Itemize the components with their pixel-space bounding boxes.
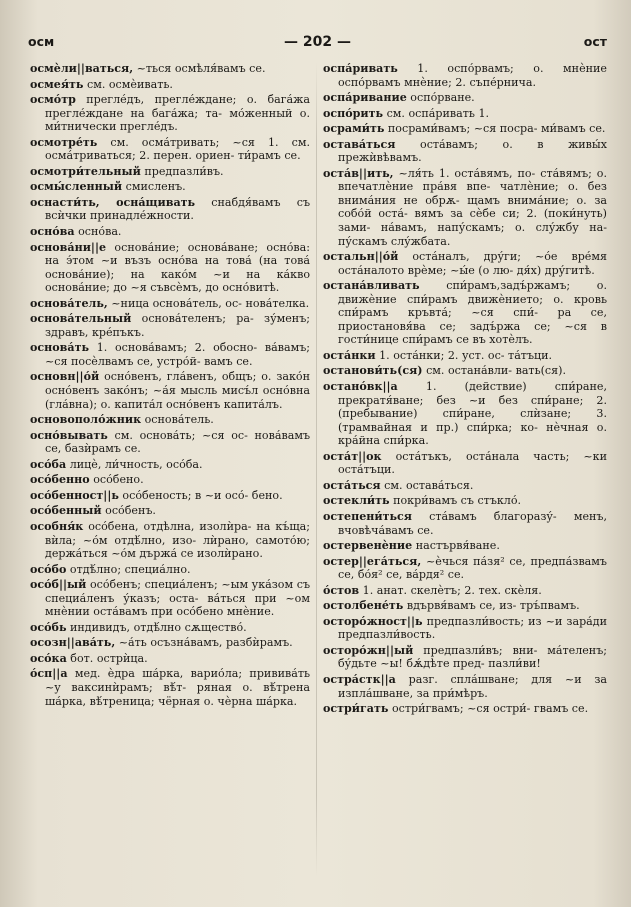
entry-definition: осо́бенъ; специа́ленъ; ~ым ука́зом съ специа́ленъ у́казъ; оста- ва́ться при ~ом мнѐнии оста́вамъ при осо́бено мнѐние. xyxy=(44,578,310,619)
dictionary-entry xyxy=(323,673,607,700)
entry-headword: осмотри́тельный xyxy=(30,164,141,178)
entry-definition: 1. (действие) спи́ране, прекратя́ване; без ~и без спи́ране; 2. (пребывание) спи́ране, слѝзане; 3. (трамвайная и пр.) спи́рка; ко- нѐчная о. кра́йна спи́рка. xyxy=(337,380,608,448)
entry-headword: оста́ться xyxy=(323,478,381,492)
entry-definition: оста́налъ, дру́ги; ~о́е вре́мя оста́налото врѐме; ~ы́е (о лю- дя́х) дру́гит͏ѣ. xyxy=(337,250,607,277)
dictionary-entry xyxy=(323,349,607,363)
entry-definition: отдѣ́лно; специа́лно. xyxy=(69,562,191,576)
entry-headword: основа́ни||е xyxy=(30,240,107,254)
header-right-guide-word: ост xyxy=(583,34,607,49)
entry-headword: о́сп||а xyxy=(30,667,68,681)
dictionary-entry xyxy=(323,510,607,537)
entry-headword: осторо́жн||ый xyxy=(323,643,414,657)
dictionary-entry xyxy=(323,450,607,477)
dictionary-entry xyxy=(30,520,310,561)
entry-headword: остри́гать xyxy=(323,702,389,716)
entry-headword: осторо́жност||ь xyxy=(323,614,423,628)
entry-definition: см. остана́вли- вать(ся). xyxy=(426,364,567,378)
dictionary-entry xyxy=(323,584,607,598)
dictionary-entry xyxy=(323,380,607,448)
dictionary-entry xyxy=(30,667,310,708)
entry-definition: см. остава́ться. xyxy=(384,478,474,492)
dictionary-entry xyxy=(323,599,607,613)
dictionary-entry xyxy=(30,413,310,427)
dictionary-entry xyxy=(323,122,607,136)
dictionary-entry xyxy=(30,621,310,635)
entry-definition: лицѐ, ли́чность, осо́ба. xyxy=(69,457,203,471)
entry-headword: остальн||о́й xyxy=(323,250,399,264)
entry-headword: оста́в||ить, xyxy=(323,166,394,180)
entry-definition: основа́ние; основа́ване; осно́ва: на э́том ~и възъ осно́ва на това́ (на това́ основа́ние); на како́м ~и на ка́кво основа́ние; до ~я съвсѐмъ, до осно́вит͏ѣ. xyxy=(44,240,310,295)
dictionary-entry xyxy=(30,458,310,472)
dictionary-entry xyxy=(323,539,607,553)
entry-definition: осо́бенъ. xyxy=(105,504,156,518)
page-number: — 202 — xyxy=(284,34,351,50)
entry-definition: предпазли́вость; из ~и зара́ди предпазли́вость. xyxy=(337,614,608,642)
entry-headword: осно́ва xyxy=(30,225,75,239)
entry-headword: осо́б||ый xyxy=(30,578,87,592)
dictionary-entry xyxy=(30,312,310,339)
entry-headword: осмотре́ть xyxy=(30,135,98,149)
entry-definition: ~а́ть осъзна́вамъ, разбѝрамъ. xyxy=(118,636,293,650)
dictionary-entry xyxy=(30,652,310,666)
dictionary-entry xyxy=(323,250,607,277)
entry-headword: осно́вывать xyxy=(30,428,108,442)
dictionary-entry xyxy=(30,636,310,650)
dictionary-entry xyxy=(30,563,310,577)
dictionary-entry xyxy=(30,341,310,368)
dictionary-entry xyxy=(323,555,607,582)
entry-definition: спи́рамъ,задъ́ржамъ; о. движѐние спи́рамъ движѐнието; о. кровь спи́рамъ кръвта́; ~ся спи́- ра се, приостановя́ва се; задъ́ржа се; ~ся в гости́нице спи́рамъ се въ хотѐлъ. xyxy=(337,279,607,347)
entry-headword: остервенѐние xyxy=(323,539,413,553)
entry-definition: 1. основа́вамъ; 2. обосно- ва́вамъ; ~ся посѐлвамъ се, устро́й- вамъ се. xyxy=(44,341,310,368)
dictionary-entry xyxy=(323,479,607,493)
entry-headword: о́стов xyxy=(323,583,360,597)
entry-definition: смисленъ. xyxy=(125,180,186,194)
entry-definition: снабдя́вамъ съ всѝчки принадле́жности. xyxy=(44,195,311,223)
dictionary-entry xyxy=(30,578,310,619)
dictionary-entry xyxy=(30,93,310,134)
dictionary-entry xyxy=(30,504,310,518)
entry-headword: осмея́ть xyxy=(30,77,84,91)
entry-definition: мед. ѐдра ша́рка, варио́ла; привива́ть ~у ваксинѝрамъ; вѣ́т- ряная о. вѣ́трена ша́рка, вѣ́треница; чёрная о. чѐрна ша́рка. xyxy=(44,667,310,708)
entry-headword: основа́ть xyxy=(30,341,89,355)
entry-headword: останови́ть(ся) xyxy=(323,364,423,378)
entry-headword: остава́ться xyxy=(323,137,396,151)
entry-definition: 1. оста́нки; 2. уст. ос- та́тъци. xyxy=(379,348,553,362)
entry-headword: осо́бенно xyxy=(30,473,90,487)
entry-definition: оста́тъкъ, оста́нала часть; ~ки оста́тъци. xyxy=(337,449,607,477)
entry-definition: предпазли́въ; вни- ма́теленъ; бу́дьте ~ы! бѫ́дѣте пред- пазли́ви! xyxy=(337,643,607,671)
entry-definition: посрами́вамъ; ~ся посра- ми́вамъ се. xyxy=(387,122,606,136)
entry-headword: основа́тель, xyxy=(30,296,108,310)
dictionary-entry xyxy=(323,364,607,378)
dictionary-entry xyxy=(323,107,607,121)
entry-headword: оспа́ривание xyxy=(323,91,407,105)
entry-headword: осозн||ава́ть, xyxy=(30,636,116,650)
entry-headword: оспа́ривать xyxy=(323,62,398,75)
entry-headword: основн||о́й xyxy=(30,370,100,384)
entry-headword: особня́к xyxy=(30,519,84,533)
entry-headword: осо́бь xyxy=(30,620,67,634)
entry-headword: остана́вливать xyxy=(323,279,420,293)
entry-definition: осо́беность; в ~и осо́- бено. xyxy=(122,488,283,502)
entry-headword: осрами́ть xyxy=(323,122,385,136)
entry-definition: индивидъ, отдѣ́лно сѫщество́. xyxy=(70,620,247,634)
dictionary-entry xyxy=(30,78,310,92)
dictionary-entry xyxy=(30,473,310,487)
entry-definition: вдървя́вамъ се, из- тръ́пвамъ. xyxy=(406,599,580,613)
entry-headword: осо́ба xyxy=(30,457,67,471)
left-column xyxy=(30,62,310,710)
entry-definition: оста́вамъ; о. в живы́х прежѝвѣвамъ. xyxy=(337,137,608,165)
header-left-guide-word: осм xyxy=(28,34,55,49)
dictionary-entry xyxy=(323,494,607,508)
entry-headword: осо́бенност||ь xyxy=(30,488,119,502)
dictionary-entry xyxy=(30,62,310,76)
dictionary-entry xyxy=(30,297,310,311)
dictionary-entry xyxy=(323,138,607,165)
dictionary-entry xyxy=(323,644,607,671)
entry-headword: остепени́ться xyxy=(323,509,412,523)
entry-definition: ~ѐчься па́зя² се, предпа́звамъ се, бо́я² се, ва́рдя² се. xyxy=(337,554,607,582)
page-header xyxy=(28,34,607,54)
entry-headword: осмы́сленный xyxy=(30,180,123,194)
dictionary-entry xyxy=(30,370,310,411)
entry-definition: оспо́рване. xyxy=(410,91,475,105)
entry-headword: остра́стк||а xyxy=(323,672,396,686)
dictionary-entry xyxy=(30,196,310,223)
entry-definition: разг. спла́шване; для ~и за изпла́шване, за при́мѣръ. xyxy=(337,672,607,700)
entry-definition: ~ница основа́тель, ос- нова́телка. xyxy=(111,296,310,310)
entry-definition: см. основа́ть; ~ся ос- нова́вамъ се, базѝрамъ се. xyxy=(44,428,311,456)
entry-definition: 1. анат. скелѐтъ; 2. тех. скѐля. xyxy=(362,583,542,597)
entry-headword: остано́вк||а xyxy=(323,380,398,394)
entry-headword: осо́бо xyxy=(30,562,67,576)
entry-headword: основополо́жник xyxy=(30,413,142,427)
entry-definition: см. осмѐивать. xyxy=(86,77,173,91)
column-divider xyxy=(316,62,317,877)
entry-definition: ста́вамъ благоразу́- менъ, вчовѣча́вамъ се. xyxy=(337,509,607,537)
entry-definition: осно́вен͏ъ, гла́вен͏ъ, общъ; о. зако́н осно́вен͏ъ зако́нъ; ~а́я мысль мисъ́л осно́вна (гла́вна); о. капита́л осно́вен͏ъ капита́лъ. xyxy=(44,370,310,411)
entry-definition: см. оспа́ривать 1. xyxy=(386,106,490,120)
entry-headword: осо́бенный xyxy=(30,504,102,518)
dictionary-entry xyxy=(30,165,310,179)
entry-definition: бот. острѝца. xyxy=(70,651,148,665)
entry-definition: ~ться осмѣля́вамъ се. xyxy=(136,62,266,75)
entry-headword: осмо́тр xyxy=(30,93,76,107)
entry-definition: осо́бена, отдѣлна, изолѝра- на къ́ща; вѝла; ~о́м отдѣ́лно, изо- лѝрано, самото́ю; держа́ться ~о́м държа́ се изолѝрано. xyxy=(44,519,310,561)
entry-definition: ~ля́ть 1. оста́вямъ, по- ста́вямъ; о. впечатлѐние пра́вя впе- чатлѐние; о. без внима́ния не обрѫ- щамъ внима́ние; о. за собо́й оста́- вямъ за сѐбе си; 2. (поки́нуть) зами- на́вамъ, напу́скамъ; о. слу́жбу на- пу́скамъ слу́жбата. xyxy=(337,166,608,248)
entry-definition: 1. оспо́рвамъ; о. мнѐние оспо́рвамъ мнѐние; 2. съпе́рнича. xyxy=(337,62,607,89)
entry-definition: см. осма́тривать; ~ся 1. см. осма́триваться; 2. перен. ориен- ти́рамъ се. xyxy=(44,135,311,163)
dictionary-entry xyxy=(30,136,310,163)
dictionary-entry xyxy=(30,429,310,456)
entry-headword: оспо́рить xyxy=(323,106,384,120)
dictionary-entry xyxy=(30,241,310,295)
entry-headword: оста́нки xyxy=(323,348,376,362)
entry-definition: основа́теленъ; ра- зу́менъ; здравъ, кре́пъкъ. xyxy=(44,312,311,339)
entry-definition: прегле́дъ, прегле́ждане; о. бага́жа прегле́ждане на бага́жа; та- мо́женный о. ми́тнически прегле́дъ. xyxy=(44,93,310,134)
dictionary-entry xyxy=(323,702,607,716)
entry-headword: остер||ега́ться, xyxy=(323,554,422,568)
dictionary-entry xyxy=(30,225,310,239)
entry-definition: настървя́ване. xyxy=(415,539,500,553)
entry-definition: покри́вамъ съ стъкло́. xyxy=(393,494,522,508)
entry-headword: оста́т||ок xyxy=(323,449,382,463)
entry-headword: оснасти́ть, осна́щивать xyxy=(30,195,196,209)
entry-headword: остолбене́ть xyxy=(323,599,404,613)
entry-headword: основа́тельный xyxy=(30,312,132,326)
entry-definition: остри́гвамъ; ~ся остри́- гвамъ се. xyxy=(391,702,589,716)
right-column xyxy=(323,62,607,718)
dictionary-entry xyxy=(323,167,607,248)
dictionary-entry xyxy=(323,62,607,89)
entry-definition: основа́тель. xyxy=(144,413,214,427)
dictionary-entry xyxy=(30,180,310,194)
entry-headword: остекли́ть xyxy=(323,494,390,508)
dictionary-entry xyxy=(323,279,607,347)
entry-headword: осо́ка xyxy=(30,651,67,665)
entry-definition: осно́ва. xyxy=(78,225,122,239)
entry-definition: предпазли́въ. xyxy=(144,164,224,178)
entry-headword: осмѐли||ваться, xyxy=(30,62,134,75)
dictionary-entry xyxy=(323,615,607,642)
dictionary-entry xyxy=(30,489,310,503)
entry-definition: осо́бено. xyxy=(93,473,144,487)
dictionary-entry xyxy=(323,91,607,105)
